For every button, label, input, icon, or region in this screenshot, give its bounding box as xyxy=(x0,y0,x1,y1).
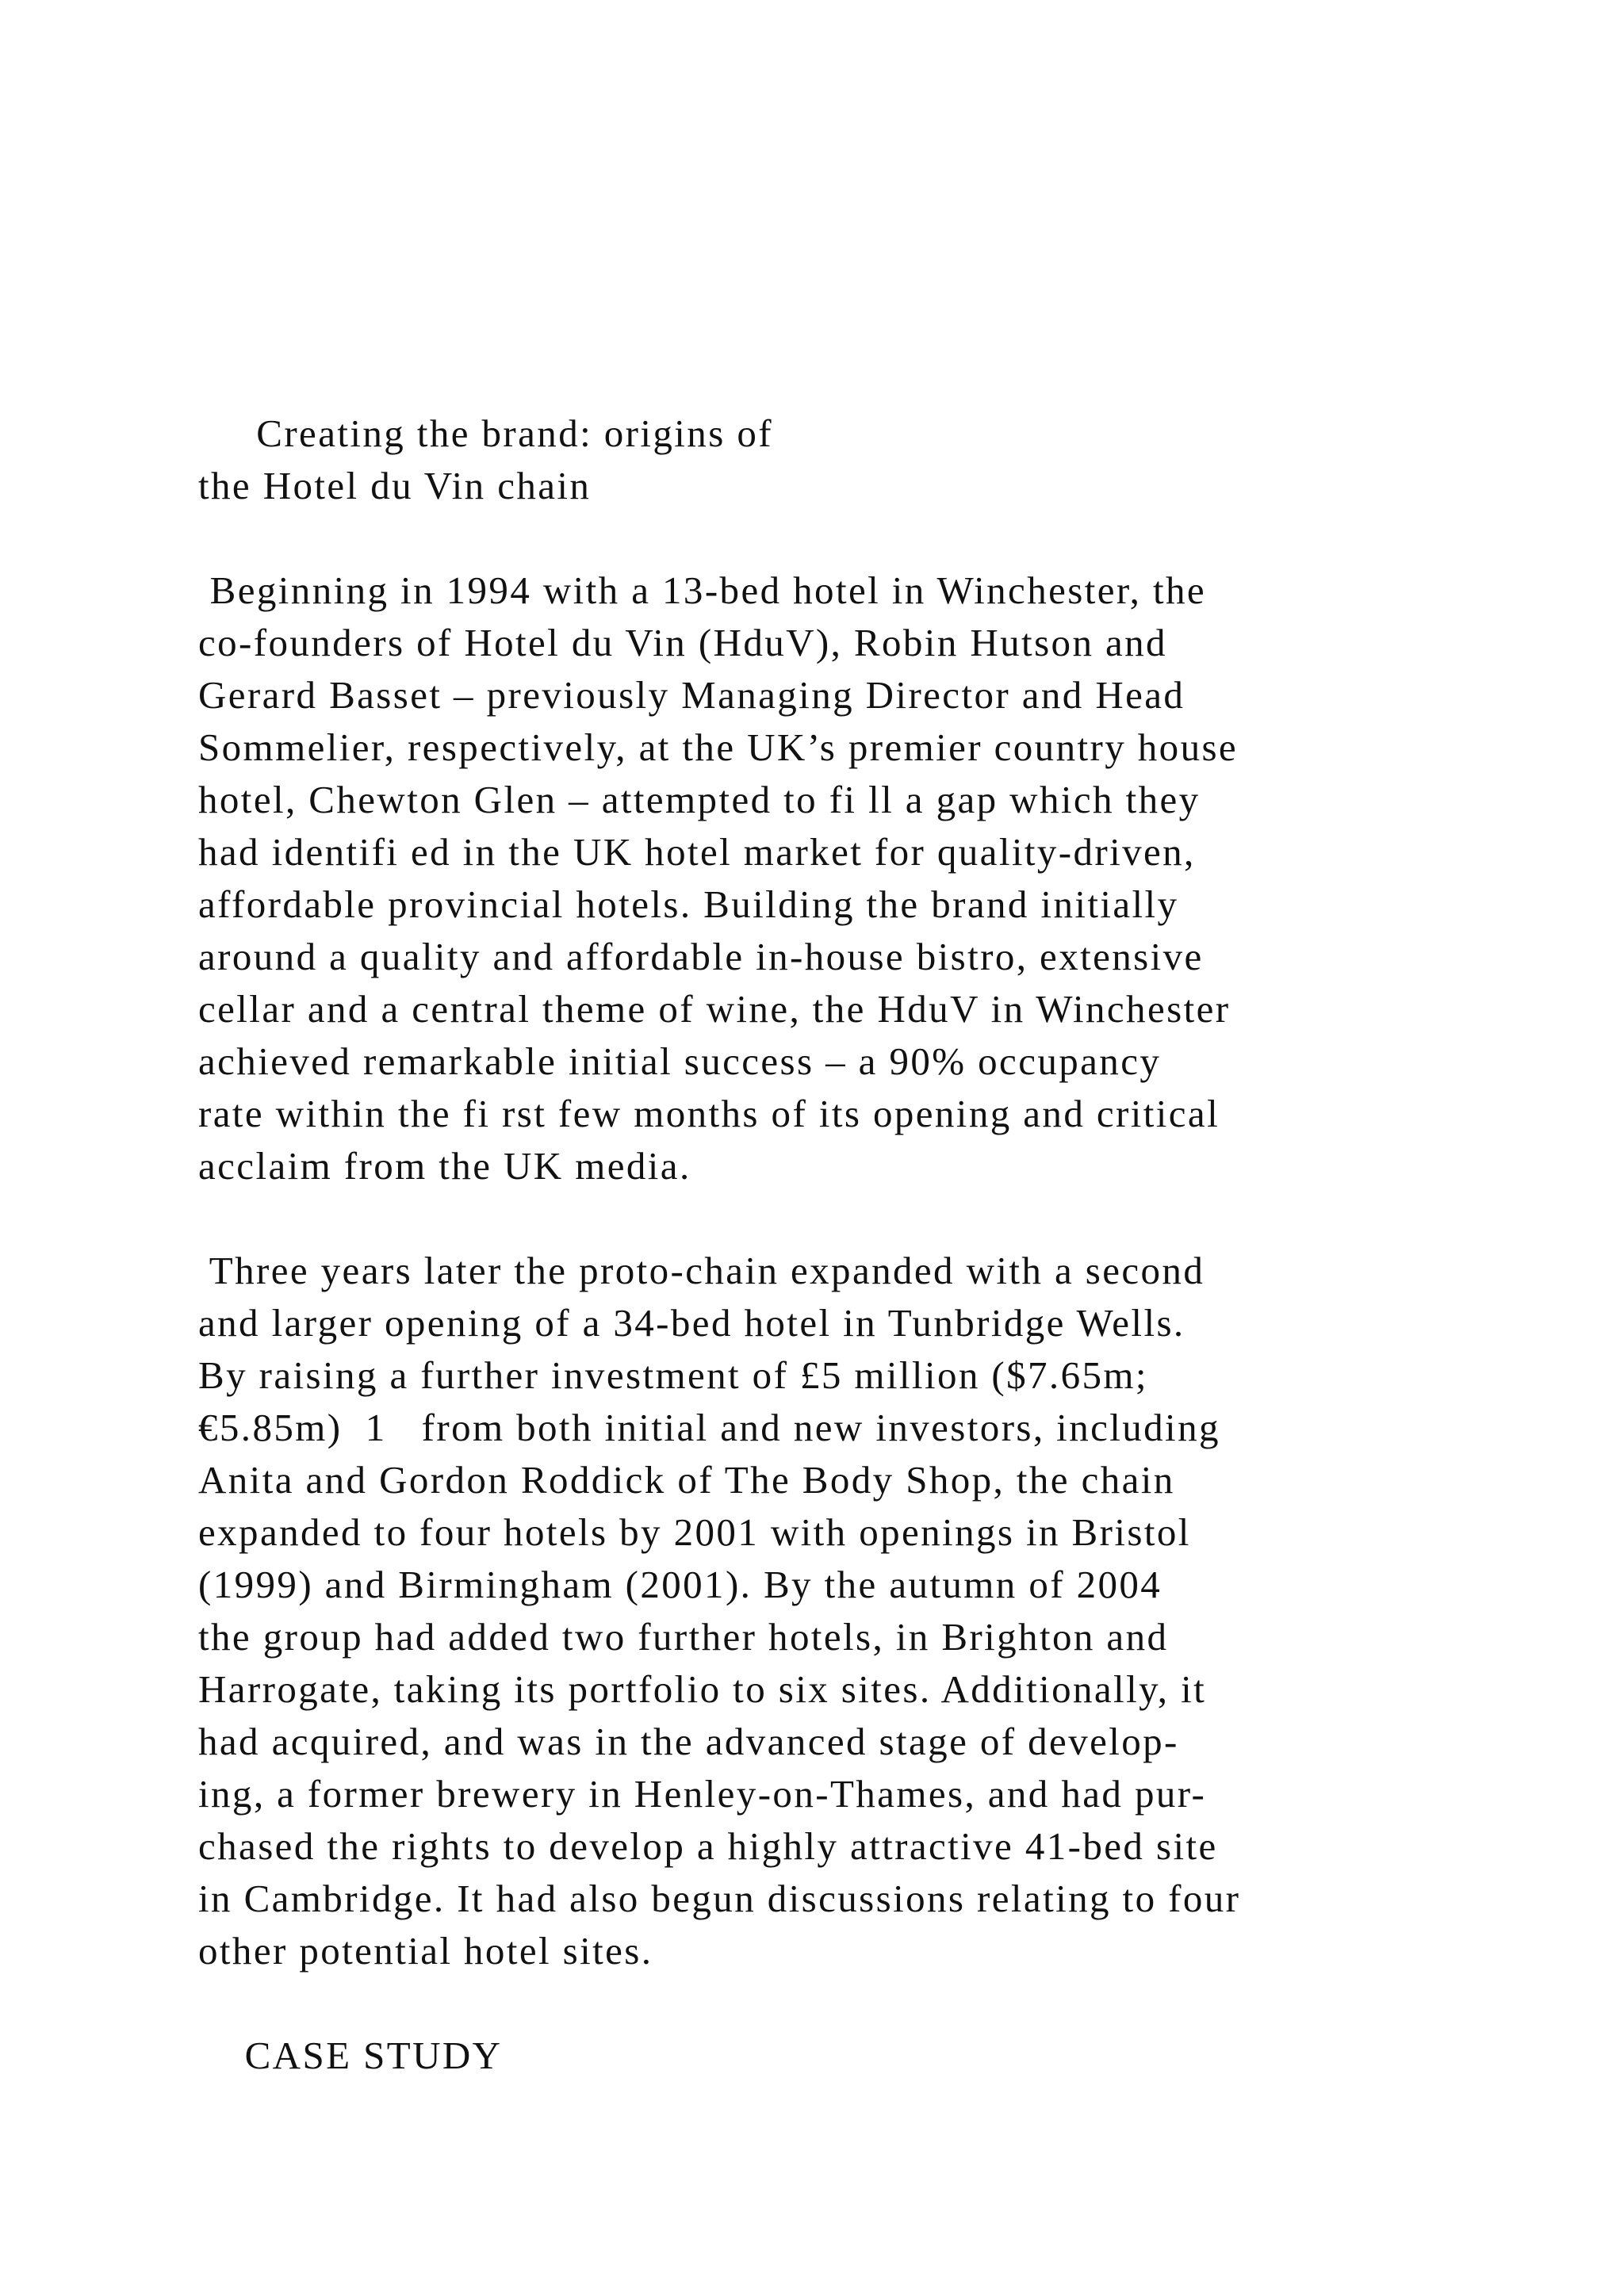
paragraph2-line: ing, a former brewery in Henley-on-Thames, and had pur- xyxy=(198,1772,1207,1816)
paragraph1-line: around a quality and affordable in-house bistro, extensive xyxy=(198,935,1204,978)
paragraph2-line: chased the rights to develop a highly attractive 41-bed site xyxy=(198,1824,1218,1868)
paragraph1-line: cellar and a central theme of wine, the HduV in Winchester xyxy=(198,987,1231,1031)
paragraph2-line: in Cambridge. It had also begun discussions relating to four xyxy=(198,1877,1241,1920)
paragraph2-line: the group had added two further hotels, in Brighton and xyxy=(198,1615,1169,1659)
paragraph1-line: achieved remarkable initial success – a 90% occupancy xyxy=(198,1039,1162,1083)
paragraph2-line: (1999) and Birmingham (2001). By the autumn of 2004 xyxy=(198,1563,1162,1606)
paragraph1-line: hotel, Chewton Glen – attempted to fi ll a gap which they xyxy=(198,778,1201,821)
paragraph2-line: and larger opening of a 34-bed hotel in Tunbridge Wells. xyxy=(198,1301,1185,1345)
paragraph1-line: Beginning in 1994 with a 13-bed hotel in Winchester, the xyxy=(198,568,1207,612)
paragraph1-line: Sommelier, respectively, at the UK’s premier country house xyxy=(198,725,1239,769)
paragraph2-line: other potential hotel sites. xyxy=(198,1929,653,1973)
paragraph2-line: Three years later the proto-chain expanded with a second xyxy=(198,1249,1205,1292)
paragraph1-line: co-founders of Hotel du Vin (HduV), Robin Hutson and xyxy=(198,621,1167,664)
paragraph1-line: acclaim from the UK media. xyxy=(198,1144,691,1188)
paragraph1-line: rate within the fi rst few months of its opening and critical xyxy=(198,1092,1220,1135)
title-line-2: the Hotel du Vin chain xyxy=(198,464,592,507)
paragraph2-line: expanded to four hotels by 2001 with openings in Bristol xyxy=(198,1510,1191,1554)
paragraph2-line: Anita and Gordon Roddick of The Body Shop, the chain xyxy=(198,1458,1175,1502)
title-line-1: Creating the brand: origins of xyxy=(198,411,773,455)
section-label: CASE STUDY xyxy=(198,2034,503,2077)
paragraph2-line: By raising a further investment of £5 million ($7.65m; xyxy=(198,1353,1148,1397)
paragraph1-line: affordable provincial hotels. Building the brand initially xyxy=(198,882,1179,926)
paragraph1-line: Gerard Basset – previously Managing Director and Head xyxy=(198,673,1185,717)
paragraph1-line: had identifi ed in the UK hotel market for quality-driven, xyxy=(198,830,1196,874)
paragraph2-line: had acquired, and was in the advanced stage of develop- xyxy=(198,1720,1179,1763)
paragraph2-line: Harrogate, taking its portfolio to six sites. Additionally, it xyxy=(198,1667,1207,1711)
paragraph2-line: €5.85m) 1 from both initial and new investors, including xyxy=(198,1406,1220,1449)
